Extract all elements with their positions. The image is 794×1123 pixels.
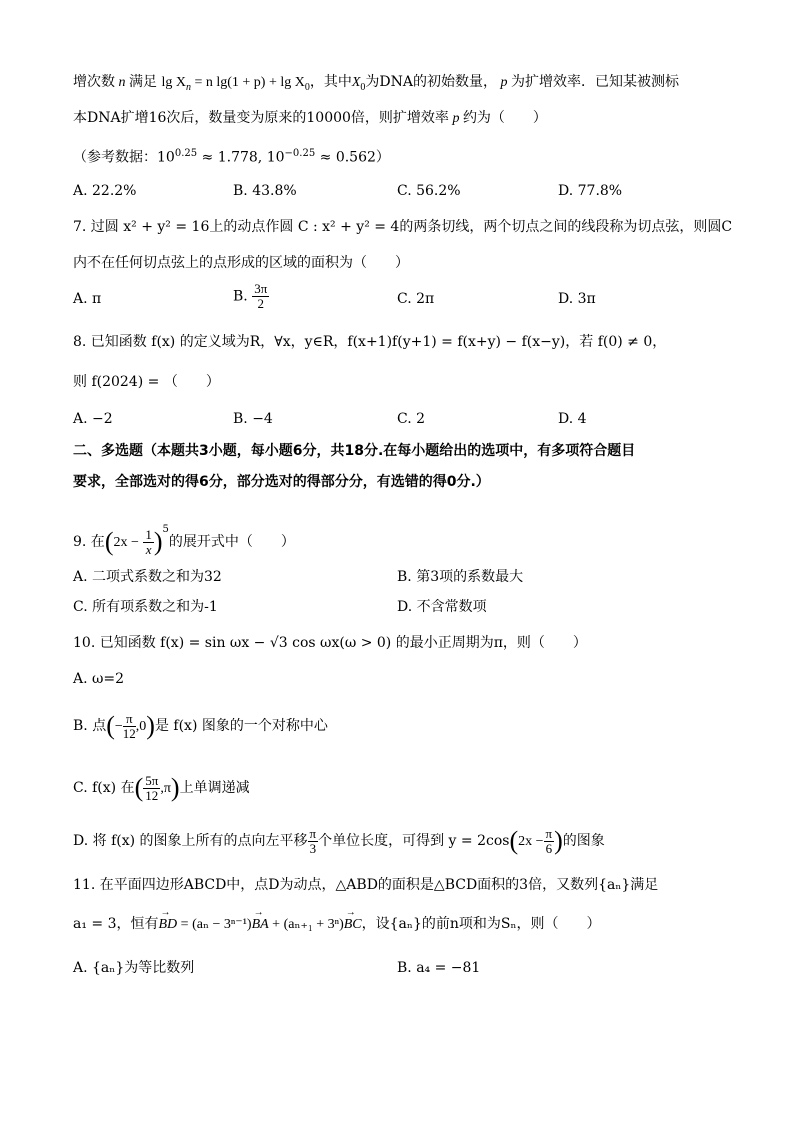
q8-option-a: A. −2 [73,411,113,427]
section2-heading-line2: 要求，全部选对的得6分，部分选对的得部分分，有选错的得0分.） [73,474,490,490]
q7-option-b: B. $\frac{3\pi}{2}$ [233,281,268,311]
q6-line1: 增次数 n 满足 $\lg X_n = n$ $\lg(1 + p) + \lg X_0$，其中$X_0$为DNA的初始数量， p 为扩增效率．已知某被测标 [73,74,680,93]
q7-option-d: D. 3π [558,291,596,307]
q6-line2: 本DNA扩增16次后，数量变为原来的10000倍，则扩增效率 p 约为（ ） [73,110,547,126]
q11-option-a: A. {aₙ}为等比数列 [73,960,195,976]
q9-option-d: D. 不含常数项 [397,599,487,615]
q9-option-c: C. 所有项系数之和为-1 [73,599,218,615]
vector-ba: → BA [252,915,269,935]
q8-line2: 则 f(2024) = （ ） [73,374,220,390]
q7-option-a: A. π [73,291,102,307]
q10-option-b-fraction: $\frac{\pi}{12}$ [122,710,136,741]
q10-option-d-fraction2: $\frac{\pi}{6}$ [545,825,553,856]
q8-option-d: D. 4 [558,411,587,427]
q8-option-c: C. 2 [397,411,426,427]
q11-option-b: B. a₄ = −81 [397,960,481,976]
q10-option-c-fraction: $\frac{5\pi}{12}$ [145,772,159,803]
q6-option-b: B. 43.8% [233,183,297,199]
q10-option-d: D. 将 f(x) 的图象上所有的点向左平移 $\frac{\pi}{3}$ 个单位长度，可得到 y = 2cos(2x − $\frac{\pi}{6}$ )的图象 [73,825,605,856]
vector-bc: → BC [344,915,362,935]
q9-option-b: B. 第3项的系数最大 [397,569,524,585]
q6-option-d: D. 77.8% [558,183,623,199]
q10-option-b: B. 点(− $\frac{\pi}{12}$ ,0)是 f(x) 图象的一个对称中心 [73,710,328,741]
vector-bd: → BD [159,915,178,935]
q10-stem: 10. 已知函数 f(x) = sin ωx − √3 cos ωx(ω > 0) 的最小正周期为π，则（ ） [73,635,587,651]
q9-stem: 9. 在(2x − $\frac{1}{x}$ )$^5$的展开式中（ ） [73,524,295,557]
q7-line1: 7. 过圆 x² + y² = 16上的动点作圆 C : x² + y² = 4的两条切线，两个切点之间的线段称为切点弦，则圆C [73,219,733,235]
q10-option-a: A. ω=2 [73,671,125,687]
q9-fraction: $\frac{1}{x}$ [145,526,152,557]
q8-option-b: B. −4 [233,411,273,427]
q10-option-d-fraction1: $\frac{\pi}{3}$ [309,825,317,856]
q6-option-a: A. 22.2% [73,183,137,199]
q6-reference-data: （参考数据：$10^{0.25} \approx 1.778$, $10^{-0.25} \approx 0.562$） [73,148,390,166]
q7-line2: 内不在任何切点弦上的点形成的区域的面积为（ ） [73,255,409,271]
q7-option-b-fraction: $\frac{3\pi}{2}$ [254,281,268,311]
q11-line1: 11. 在平面四边形ABCD中，点D为动点，△ABD的面积是△BCD面积的3倍，又数列{aₙ}满足 [73,877,659,893]
q11-line2: a₁ = 3，恒有→ BD = (aₙ − 3ⁿ⁻¹)→ BA + (aₙ₊₁ + 3ⁿ)→ BC，设{aₙ}的前n项和为Sₙ，则（ ） [73,914,601,935]
q9-option-a: A. 二项式系数之和为32 [73,569,222,585]
q7-option-c: C. 2π [397,291,435,307]
q10-option-c: C. f(x) 在( $\frac{5\pi}{12}$ ,π)上单调递减 [73,772,250,803]
q6-option-c: C. 56.2% [397,183,461,199]
section2-heading-line1: 二、多选题（本题共3小题，每小题6分，共18分.在每小题给出的选项中，有多项符合题目 [73,443,636,459]
q8-line1: 8. 已知函数 f(x) 的定义域为R，∀x，y∈R，f(x+1)f(y+1) = f(x+y) − f(x−y)，若 f(0) ≠ 0， [73,334,667,350]
